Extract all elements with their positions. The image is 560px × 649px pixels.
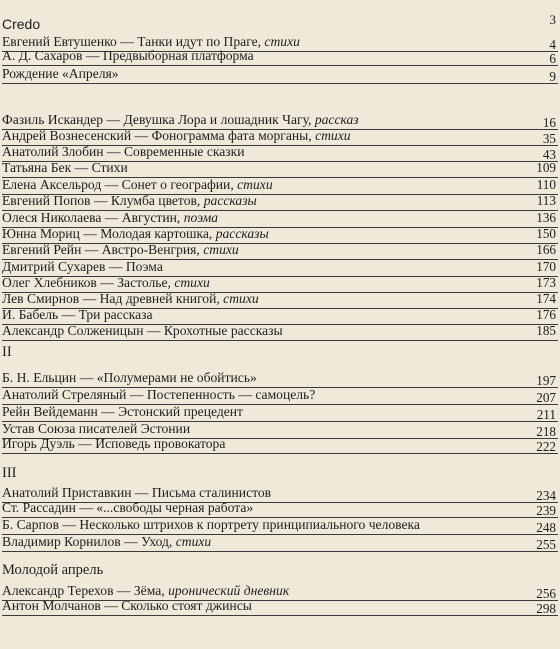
list-item: Дмитрий Сухарев — Поэма 170 bbox=[2, 259, 558, 277]
list-item: И. Бабель — Три рассказа 176 bbox=[2, 307, 558, 325]
list-item: Андрей Вознесенский — Фонограмма фата морганы, стихи 35 bbox=[2, 128, 556, 146]
section-heading-3: III bbox=[2, 465, 17, 481]
list-item: Анатолий Приставкин — Письма сталинистов 234 bbox=[2, 485, 556, 503]
list-item: Антон Молчанов — Сколько стоят джинсы 298 bbox=[2, 598, 556, 616]
list-item: Евгений Попов — Клумба цветов, рассказы 113 bbox=[2, 193, 558, 211]
list-item: Игорь Дуэль — Исповедь провокатора 222 bbox=[2, 436, 556, 454]
list-item: Олеся Николаева — Августин, поэма 136 bbox=[2, 210, 558, 228]
list-item: Елена Аксельрод — Сонет о географии, стихи 110 bbox=[2, 177, 558, 195]
list-item: Устав Союза писателей Эстонии 218 bbox=[2, 421, 556, 439]
list-item: Александр Солженицын — Крохотные рассказы 185 bbox=[2, 323, 558, 341]
list-item: Фазиль Искандер — Девушка Лора и лошадник Чагу, рассказ 16 bbox=[2, 112, 556, 130]
list-item: Александр Терехов — Зёма, иронический дневник 256 bbox=[2, 583, 556, 601]
section-heading-molodoy-aprel: Молодой апрель bbox=[2, 562, 104, 578]
list-item: Евгений Евтушенко — Танки идут по Праге, стихи 4 bbox=[2, 34, 556, 52]
section-heading-page: 3 bbox=[549, 12, 556, 27]
list-item: Евгений Рейн — Австро-Венгрия, стихи 166 bbox=[2, 242, 558, 260]
list-item: Б. Сарпов — Несколько штрихов к портрету принципиального человека 248 bbox=[2, 517, 556, 535]
list-item: Б. Н. Ельцин — «Полумерами не обойтись» 197 bbox=[2, 370, 556, 388]
list-item: Рождение «Апреля» 9 bbox=[2, 66, 556, 84]
list-item: Лев Смирнов — Над древней книгой, стихи 174 bbox=[2, 291, 558, 309]
list-item: Олег Хлебников — Застолье, стихи 173 bbox=[2, 275, 558, 293]
list-item: Анатолий Стреляный — Постепенность — самоцель? 207 bbox=[2, 387, 556, 405]
list-item: Ст. Рассадин — «...свободы черная работа» 239 bbox=[2, 500, 556, 518]
list-item: Рейн Вейдеманн — Эстонский прецедент 211 bbox=[2, 404, 556, 422]
list-item: Анатолий Злобин — Современные сказки 43 bbox=[2, 144, 556, 162]
list-item: Владимир Корнилов — Уход, стихи 255 bbox=[2, 534, 556, 552]
section-heading-2: II bbox=[2, 344, 12, 360]
list-item: Юнна Мориц — Молодая картошка, рассказы 150 bbox=[2, 226, 558, 244]
list-item: А. Д. Сахаров — Предвыборная платформа 6 bbox=[2, 48, 556, 66]
section-heading-credo: Credo bbox=[2, 16, 41, 32]
list-item: Татьяна Бек — Стихи 109 bbox=[2, 160, 558, 178]
